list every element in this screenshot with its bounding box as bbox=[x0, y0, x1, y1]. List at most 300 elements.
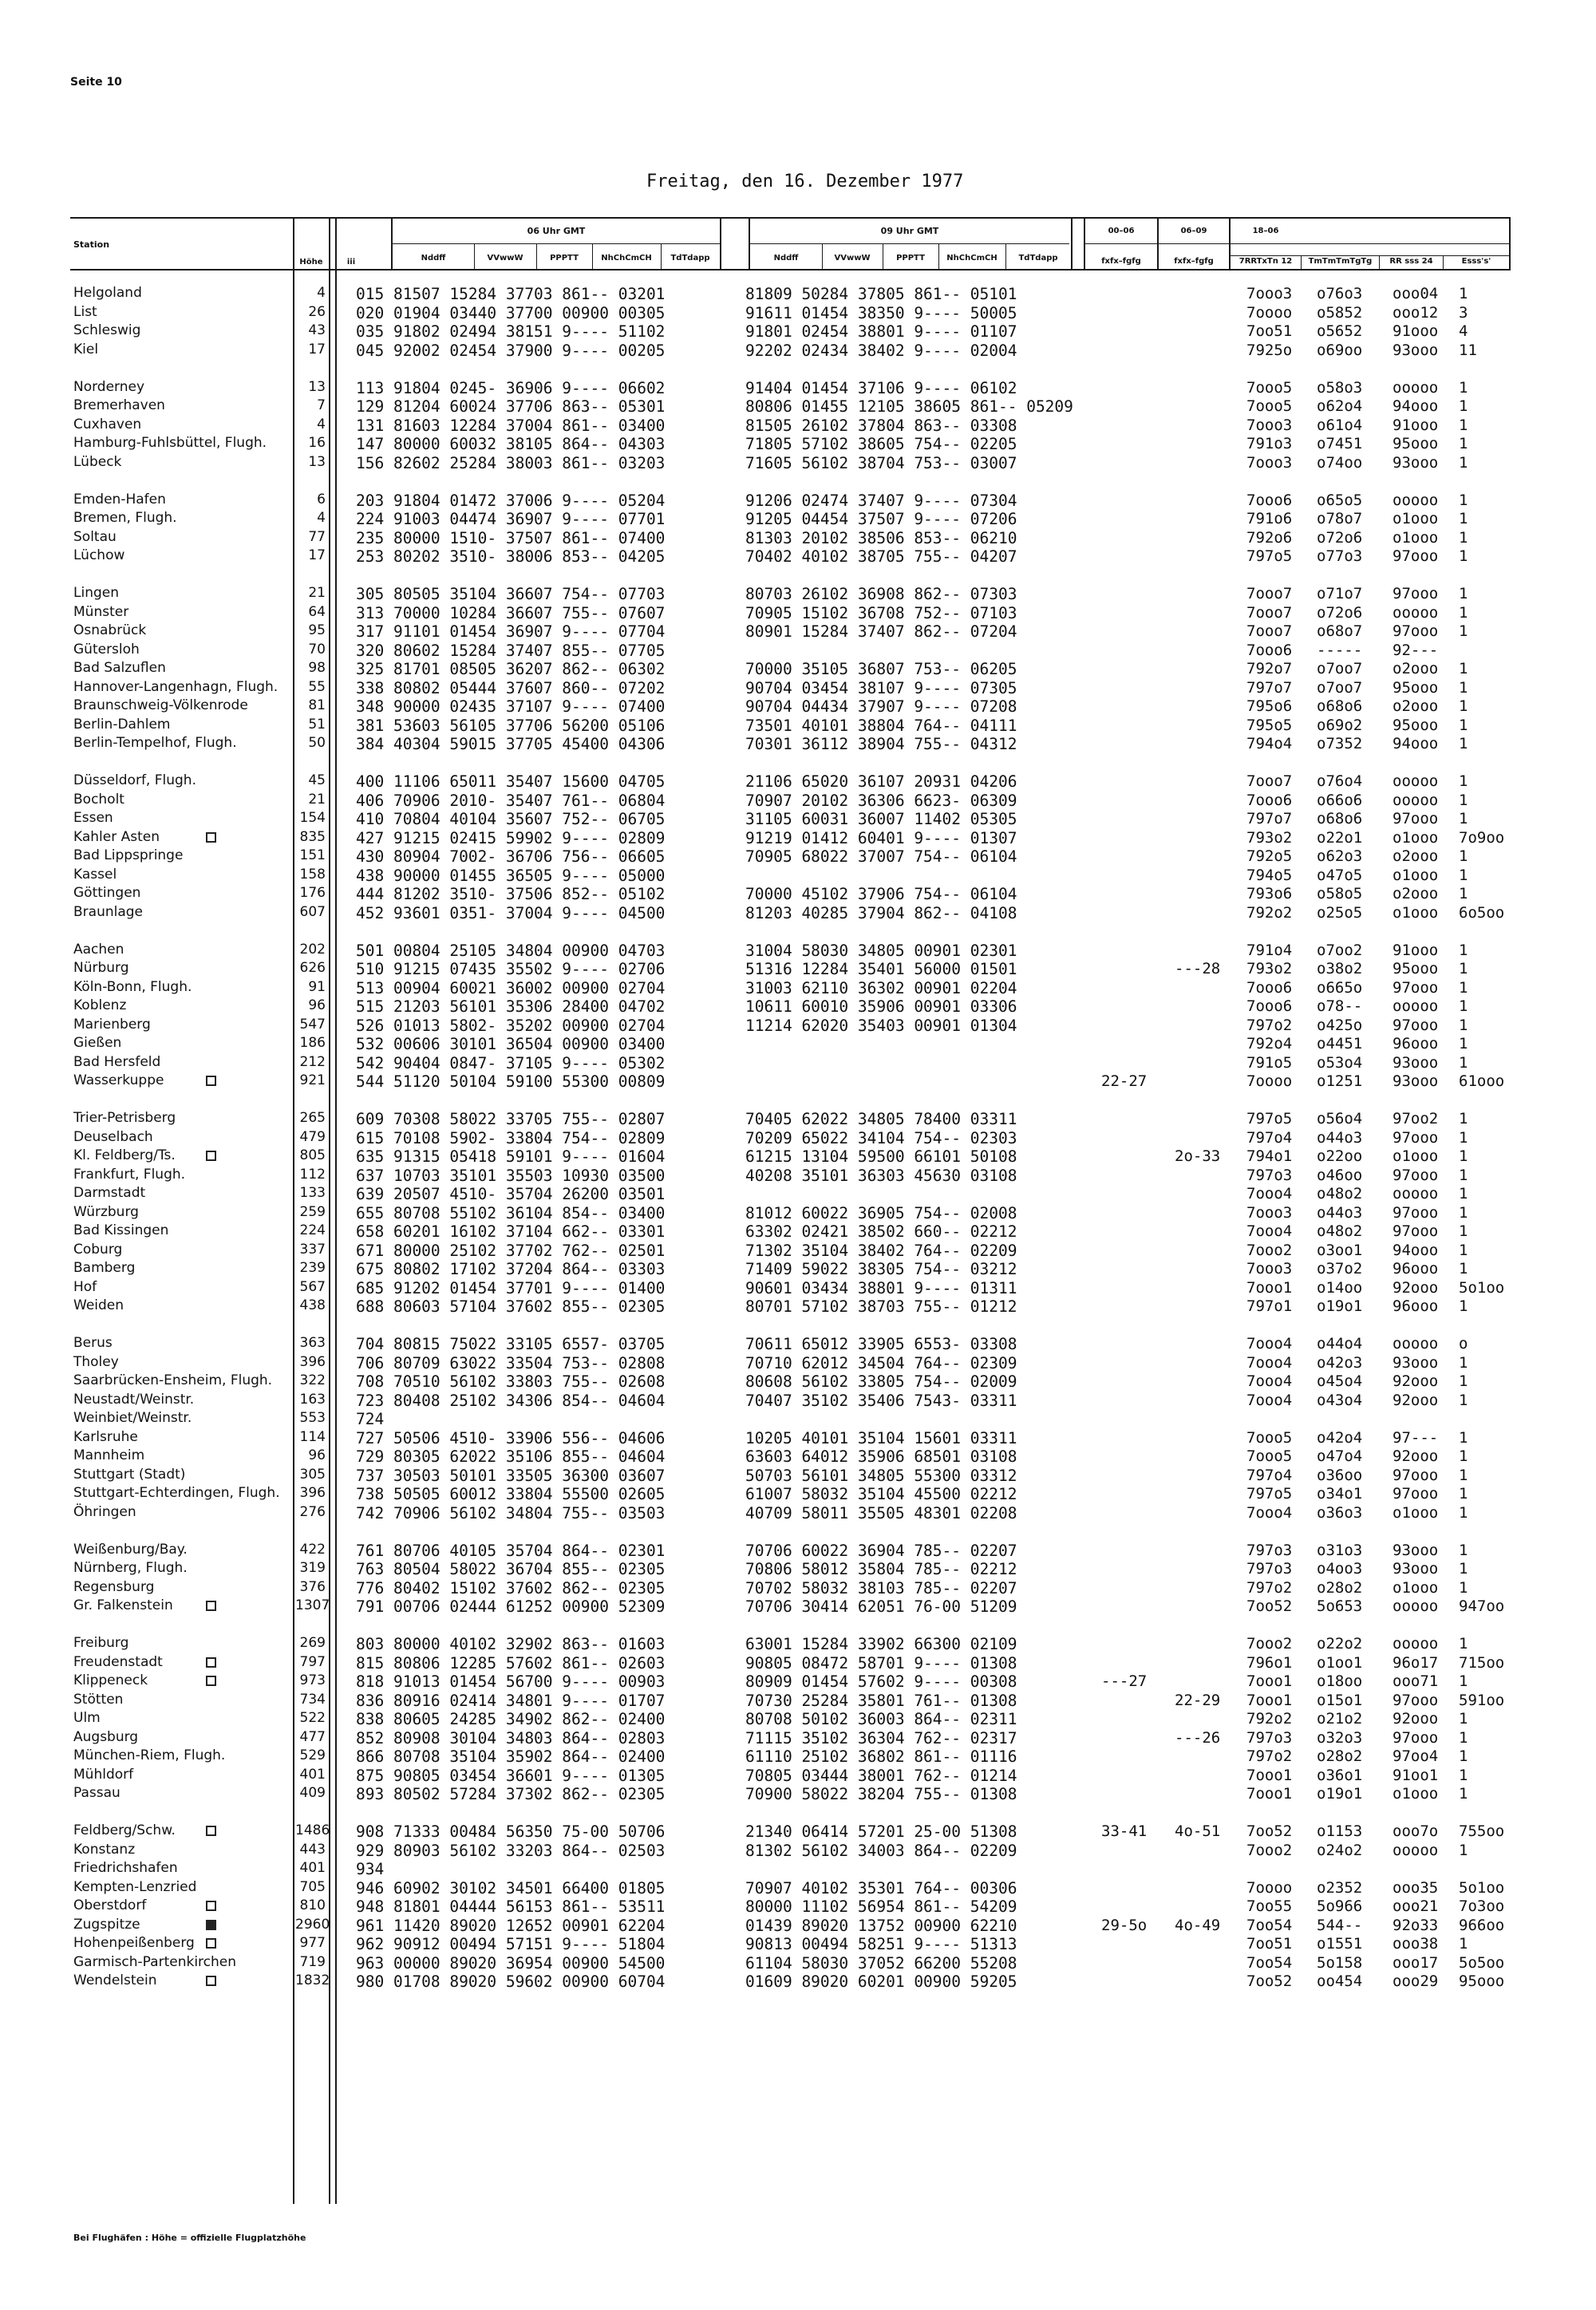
station-name: Kl. Feldberg/Ts. bbox=[73, 1147, 176, 1163]
temp-group-1: 797o7 bbox=[1246, 810, 1293, 827]
table-row bbox=[0, 867, 1596, 886]
station-height: 705 bbox=[299, 1878, 326, 1895]
precip-group: 92ooo bbox=[1393, 1447, 1439, 1465]
temp-group-1: 7ooo7 bbox=[1246, 622, 1293, 640]
obs-09-gmt: 61110 25102 36802 861-- 01116 bbox=[745, 1747, 1017, 1766]
snow-group: 1 bbox=[1459, 997, 1468, 1015]
obs-09-gmt: 70402 40102 38705 755-- 04207 bbox=[745, 547, 1017, 566]
station-name: Braunlage bbox=[73, 903, 144, 920]
temp-group-2: o47o5 bbox=[1317, 866, 1363, 884]
station-name: Kempten-Lenzried bbox=[73, 1878, 197, 1895]
station-name: Hof bbox=[73, 1278, 97, 1295]
temp-group-1: 797o4 bbox=[1246, 1128, 1293, 1147]
obs-06-gmt: 639 20507 4510- 35704 26200 03501 bbox=[356, 1185, 666, 1203]
precip-group: 92ooo bbox=[1393, 1391, 1439, 1409]
temp-group-2: o48o2 bbox=[1317, 1185, 1363, 1202]
station-name: München-Riem, Flugh. bbox=[73, 1747, 226, 1763]
station-height: 438 bbox=[299, 1297, 326, 1313]
temp-group-2: o22oo bbox=[1317, 1147, 1363, 1165]
temp-group-2: o7451 bbox=[1317, 435, 1363, 452]
snow-group: 95ooo bbox=[1459, 1972, 1505, 1990]
header-09-col: Nddff bbox=[773, 254, 799, 263]
snow-group: o bbox=[1459, 1335, 1468, 1352]
temp-group-1: 7oooo bbox=[1246, 1072, 1293, 1090]
temp-group-2: o44o4 bbox=[1317, 1335, 1363, 1352]
station-height: 133 bbox=[299, 1185, 326, 1201]
obs-06-gmt: 893 80502 57284 37302 862-- 02305 bbox=[356, 1785, 666, 1803]
station-height: 810 bbox=[299, 1897, 326, 1913]
station-name: Hohenpeißenberg bbox=[73, 1935, 195, 1951]
snow-group: 1 bbox=[1459, 528, 1468, 547]
table-row bbox=[0, 1672, 1596, 1692]
obs-06-gmt: 515 21203 56101 35306 28400 04702 bbox=[356, 997, 666, 1016]
obs-06-gmt: 875 90805 03454 36601 9---- 01305 bbox=[356, 1766, 666, 1785]
temp-group-2: 5o653 bbox=[1317, 1597, 1363, 1615]
obs-06-gmt: 635 91315 05418 59101 9---- 01604 bbox=[356, 1147, 666, 1166]
obs-09-gmt: 70405 62022 34805 78400 03311 bbox=[745, 1110, 1017, 1128]
table-row bbox=[0, 1954, 1596, 1973]
station-name: Köln-Bonn, Flugh. bbox=[73, 978, 192, 995]
obs-06-gmt: 963 00000 89020 36954 00900 54500 bbox=[356, 1953, 666, 1972]
gust-00-06: 22-27 bbox=[1101, 1072, 1148, 1090]
temp-group-1: 7ooo4 bbox=[1246, 1353, 1293, 1372]
temp-group-2: o18oo bbox=[1317, 1672, 1363, 1690]
precip-group: 92--- bbox=[1393, 641, 1439, 659]
temp-group-1: 792o5 bbox=[1246, 847, 1293, 865]
station-name: Konstanz bbox=[73, 1841, 136, 1858]
snow-group: 1 bbox=[1459, 1110, 1468, 1127]
table-row bbox=[0, 1579, 1596, 1598]
snow-group: 1 bbox=[1459, 1035, 1468, 1052]
temp-group-2: o7oo2 bbox=[1317, 941, 1363, 959]
temp-group-1: 7oo55 bbox=[1246, 1897, 1293, 1915]
temp-group-2: o19o1 bbox=[1317, 1785, 1363, 1803]
temp-group-2: o32o3 bbox=[1317, 1728, 1363, 1747]
table-row bbox=[0, 660, 1596, 679]
obs-06-gmt: 510 91215 07435 35502 9---- 02706 bbox=[356, 960, 666, 978]
temp-group-2: o62o3 bbox=[1317, 847, 1363, 865]
station-name: Bad Lippspringe bbox=[73, 847, 184, 863]
obs-06-gmt: 704 80815 75022 33105 6557- 03705 bbox=[356, 1335, 666, 1353]
group-spacer bbox=[0, 567, 1596, 586]
temp-group-1: 794o4 bbox=[1246, 735, 1293, 752]
temp-group-2: o425o bbox=[1317, 1016, 1363, 1034]
obs-06-gmt: 737 30503 50101 33505 36300 03607 bbox=[356, 1466, 666, 1485]
station-name: Berlin-Dahlem bbox=[73, 716, 171, 732]
temp-group-2: o7oo7 bbox=[1317, 678, 1363, 697]
station-height: 239 bbox=[299, 1260, 326, 1276]
table-row bbox=[0, 1410, 1596, 1429]
temp-group-2: 5o158 bbox=[1317, 1953, 1363, 1972]
precip-group: 97ooo bbox=[1393, 622, 1439, 640]
temp-group-2: o42o3 bbox=[1317, 1353, 1363, 1372]
station-name: Lüchow bbox=[73, 547, 125, 563]
temp-group-2: o68o6 bbox=[1317, 810, 1363, 827]
station-height: 13 bbox=[308, 378, 326, 395]
station-name: Augsburg bbox=[73, 1728, 139, 1745]
table-row bbox=[0, 1692, 1596, 1711]
snow-group: 1 bbox=[1459, 1485, 1468, 1502]
station-height: 212 bbox=[299, 1053, 326, 1070]
header-snow-col: Esss's' bbox=[1461, 257, 1491, 266]
temp-group-1: 797o5 bbox=[1246, 1485, 1293, 1502]
obs-09-gmt: 70805 03444 38001 762-- 01214 bbox=[745, 1766, 1017, 1785]
precip-group: o1ooo bbox=[1393, 1147, 1439, 1165]
temp-group-1: 7ooo2 bbox=[1246, 1841, 1293, 1859]
snow-group: 1 bbox=[1459, 866, 1468, 884]
station-name: Wendelstein bbox=[73, 1972, 157, 1988]
table-row bbox=[0, 1372, 1596, 1392]
temp-group-1: 797o5 bbox=[1246, 547, 1293, 565]
temp-group-1: 7ooo2 bbox=[1246, 1241, 1293, 1259]
station-name: Karlsruhe bbox=[73, 1428, 138, 1445]
table-row bbox=[0, 1204, 1596, 1223]
obs-06-gmt: 526 01013 5802- 35202 00900 02704 bbox=[356, 1016, 666, 1035]
precip-group: 92ooo bbox=[1393, 1278, 1439, 1297]
precip-group: o2ooo bbox=[1393, 847, 1439, 865]
temp-group-2: o68o6 bbox=[1317, 697, 1363, 715]
table-row bbox=[0, 1429, 1596, 1448]
precip-group: 97ooo bbox=[1393, 1485, 1439, 1502]
gust-00-06: ---27 bbox=[1101, 1672, 1148, 1690]
snow-group: 1 bbox=[1459, 735, 1468, 752]
temp-group-2: o66o6 bbox=[1317, 791, 1363, 809]
obs-06-gmt: 035 91802 02494 38151 9---- 51102 bbox=[356, 322, 666, 341]
table-row bbox=[0, 1654, 1596, 1673]
precip-group: o1ooo bbox=[1393, 1785, 1439, 1803]
temp-group-2: o2352 bbox=[1317, 1878, 1363, 1897]
header-06-col: TdTdapp bbox=[670, 254, 710, 263]
obs-09-gmt: 61007 58032 35104 45500 02212 bbox=[745, 1485, 1017, 1503]
station-height: 734 bbox=[299, 1691, 326, 1708]
table-row bbox=[0, 717, 1596, 736]
station-height: 4 bbox=[317, 416, 326, 432]
obs-09-gmt: 91206 02474 37407 9---- 07304 bbox=[745, 491, 1017, 510]
temp-group-2: o77o3 bbox=[1317, 547, 1363, 565]
precip-group: 91ooo bbox=[1393, 416, 1439, 434]
table-row bbox=[0, 454, 1596, 473]
snow-group: 1 bbox=[1459, 1635, 1468, 1653]
station-name: Frankfurt, Flugh. bbox=[73, 1166, 186, 1183]
obs-09-gmt: 71302 35104 38402 764-- 02209 bbox=[745, 1241, 1017, 1260]
snow-group: 1 bbox=[1459, 1372, 1468, 1390]
temp-group-1: 797o3 bbox=[1246, 1166, 1293, 1184]
table-row bbox=[0, 417, 1596, 436]
obs-06-gmt: 384 40304 59015 37705 45400 04306 bbox=[356, 735, 666, 753]
temp-group-2: o61o4 bbox=[1317, 416, 1363, 434]
snow-group: 1 bbox=[1459, 1935, 1468, 1953]
obs-06-gmt: 400 11106 65011 35407 15600 04705 bbox=[356, 772, 666, 791]
table-row bbox=[0, 1504, 1596, 1523]
station-height: 45 bbox=[308, 772, 326, 788]
station-height: 797 bbox=[299, 1653, 326, 1670]
obs-09-gmt: 91801 02454 38801 9---- 01107 bbox=[745, 322, 1017, 341]
obs-06-gmt: 410 70804 40104 35607 752-- 06705 bbox=[356, 810, 666, 828]
obs-06-gmt: 671 80000 25102 37702 762-- 02501 bbox=[356, 1241, 666, 1260]
temp-group-2: o48o2 bbox=[1317, 1222, 1363, 1240]
precip-group: 92ooo bbox=[1393, 1372, 1439, 1390]
station-height: 26 bbox=[308, 303, 326, 320]
obs-06-gmt: 803 80000 40102 32902 863-- 01603 bbox=[356, 1635, 666, 1653]
station-height: 176 bbox=[299, 885, 326, 901]
table-row bbox=[0, 1185, 1596, 1204]
temp-group-2: o24o2 bbox=[1317, 1841, 1363, 1859]
temp-group-2: ----- bbox=[1317, 641, 1363, 659]
station-height: 269 bbox=[299, 1635, 326, 1651]
table-row bbox=[0, 1560, 1596, 1579]
station-name: Lübeck bbox=[73, 453, 122, 470]
temp-group-1: 7ooo3 bbox=[1246, 453, 1293, 472]
mountain-station-marker-icon bbox=[206, 1151, 216, 1161]
obs-09-gmt: 63603 64012 35906 68501 03108 bbox=[745, 1447, 1017, 1466]
snow-group: 947oo bbox=[1459, 1597, 1505, 1615]
snow-group: 1 bbox=[1459, 453, 1468, 472]
table-row bbox=[0, 1335, 1596, 1354]
snow-group: 1 bbox=[1459, 1710, 1468, 1728]
obs-09-gmt: 70611 65012 33905 6553- 03308 bbox=[745, 1335, 1017, 1353]
obs-09-gmt: 70301 36112 38904 755-- 04312 bbox=[745, 735, 1017, 753]
station-height: 921 bbox=[299, 1072, 326, 1088]
table-row bbox=[0, 1297, 1596, 1317]
obs-06-gmt: 637 10703 35101 35503 10930 03500 bbox=[356, 1166, 666, 1185]
snow-group: 1 bbox=[1459, 435, 1468, 452]
station-name: Gr. Falkenstein bbox=[73, 1597, 173, 1613]
station-name: Nürnberg, Flugh. bbox=[73, 1560, 188, 1576]
obs-06-gmt: 908 71333 00484 56350 75-00 50706 bbox=[356, 1822, 666, 1841]
group-spacer bbox=[0, 1617, 1596, 1636]
station-name: Düsseldorf, Flugh. bbox=[73, 772, 196, 788]
temp-group-2: o3oo1 bbox=[1317, 1241, 1363, 1259]
obs-09-gmt: 73501 40101 38804 764-- 04111 bbox=[745, 716, 1017, 735]
table-row bbox=[0, 1110, 1596, 1129]
snow-group: 1 bbox=[1459, 1466, 1468, 1484]
station-name: Aachen bbox=[73, 941, 124, 958]
snow-group: 755oo bbox=[1459, 1822, 1505, 1840]
obs-06-gmt: 320 80602 15284 37407 855-- 07705 bbox=[356, 641, 666, 660]
header-group-06-09: 06–09 bbox=[1180, 227, 1207, 235]
temp-group-2: o44o3 bbox=[1317, 1128, 1363, 1147]
station-height: 401 bbox=[299, 1860, 326, 1876]
snow-group: 1 bbox=[1459, 397, 1468, 415]
obs-09-gmt: 63302 02421 38502 660-- 02212 bbox=[745, 1222, 1017, 1241]
snow-group: 1 bbox=[1459, 941, 1468, 959]
group-spacer bbox=[0, 1317, 1596, 1336]
obs-06-gmt: 444 81202 3510- 37506 852-- 05102 bbox=[356, 885, 666, 903]
header-06-col: VVwwW bbox=[487, 254, 523, 263]
table-row bbox=[0, 1035, 1596, 1054]
station-height: 6 bbox=[317, 491, 326, 507]
temp-group-2: o58o3 bbox=[1317, 378, 1363, 397]
temp-group-1: 7ooo6 bbox=[1246, 997, 1293, 1015]
table-row bbox=[0, 904, 1596, 923]
temp-group-1: 792o2 bbox=[1246, 1710, 1293, 1728]
temp-group-2: o22o1 bbox=[1317, 828, 1363, 847]
temp-group-1: 7ooo5 bbox=[1246, 378, 1293, 397]
precip-group: ooo7o bbox=[1393, 1822, 1439, 1840]
station-name: Regensburg bbox=[73, 1578, 155, 1595]
group-spacer bbox=[0, 360, 1596, 379]
station-name: Darmstadt bbox=[73, 1185, 146, 1201]
precip-group: ooooo bbox=[1393, 997, 1439, 1015]
temp-group-2: o69oo bbox=[1317, 341, 1363, 359]
precip-group: 97ooo bbox=[1393, 1128, 1439, 1147]
temp-group-1: 7oo51 bbox=[1246, 322, 1293, 340]
station-height: 401 bbox=[299, 1766, 326, 1783]
table-row bbox=[0, 585, 1596, 604]
group-spacer bbox=[0, 1092, 1596, 1111]
station-height: 13 bbox=[308, 453, 326, 470]
temp-group-1: 796o1 bbox=[1246, 1653, 1293, 1672]
precip-group: ooo04 bbox=[1393, 285, 1439, 302]
gust-06-09: 4o-51 bbox=[1175, 1822, 1221, 1840]
snow-group: 5o5oo bbox=[1459, 1953, 1505, 1972]
snow-group: 1 bbox=[1459, 510, 1468, 527]
snow-group: 1 bbox=[1459, 603, 1468, 622]
temp-group-1: 7ooo6 bbox=[1246, 641, 1293, 659]
temp-group-1: 797o3 bbox=[1246, 1541, 1293, 1559]
station-name: Bocholt bbox=[73, 791, 124, 808]
obs-06-gmt: 776 80402 15102 37602 862-- 02305 bbox=[356, 1578, 666, 1597]
obs-09-gmt: 63001 15284 33902 66300 02109 bbox=[745, 1635, 1017, 1653]
table-row bbox=[0, 1897, 1596, 1917]
obs-06-gmt: 980 01708 89020 59602 00900 60704 bbox=[356, 1972, 666, 1991]
station-height: 479 bbox=[299, 1128, 326, 1145]
station-name: Feldberg/Schw. bbox=[73, 1822, 176, 1838]
station-name: Berlin-Tempelhof, Flugh. bbox=[73, 735, 237, 751]
group-spacer bbox=[0, 1804, 1596, 1823]
obs-09-gmt: 90704 03454 38107 9---- 07305 bbox=[745, 678, 1017, 697]
obs-09-gmt: 51316 12284 35401 56000 01501 bbox=[745, 960, 1017, 978]
station-height: 21 bbox=[308, 791, 326, 808]
obs-06-gmt: 655 80708 55102 36104 854-- 03400 bbox=[356, 1203, 666, 1222]
obs-09-gmt: 81203 40285 37904 862-- 04108 bbox=[745, 903, 1017, 922]
station-name: Garmisch-Partenkirchen bbox=[73, 1953, 237, 1970]
obs-09-gmt: 80000 11102 56954 861-- 54209 bbox=[745, 1897, 1017, 1916]
snow-group: 1 bbox=[1459, 960, 1468, 977]
station-name: Coburg bbox=[73, 1241, 123, 1258]
obs-06-gmt: 513 00904 60021 36002 00900 02704 bbox=[356, 978, 666, 997]
station-height: 64 bbox=[308, 603, 326, 620]
precip-group: 92ooo bbox=[1393, 1710, 1439, 1728]
temp-group-1: 792o2 bbox=[1246, 903, 1293, 922]
station-name: Öhringen bbox=[73, 1503, 136, 1520]
table-row bbox=[0, 1635, 1596, 1654]
station-name: Lingen bbox=[73, 585, 119, 601]
snow-group: 1 bbox=[1459, 847, 1468, 865]
station-name: Bad Kissingen bbox=[73, 1222, 169, 1238]
precip-group: o1ooo bbox=[1393, 828, 1439, 847]
station-height: 55 bbox=[308, 678, 326, 695]
station-height: 96 bbox=[308, 1447, 326, 1463]
temp-group-2: o4oo3 bbox=[1317, 1560, 1363, 1578]
temp-group-2: o44o3 bbox=[1317, 1203, 1363, 1222]
station-name: Stötten bbox=[73, 1691, 124, 1708]
snow-group: 1 bbox=[1459, 885, 1468, 902]
obs-06-gmt: 147 80000 60032 38105 864-- 04303 bbox=[356, 435, 666, 453]
temp-group-1: 791o3 bbox=[1246, 435, 1293, 452]
station-name: Trier-Petrisberg bbox=[73, 1110, 176, 1126]
gust-06-09: ---26 bbox=[1175, 1728, 1221, 1747]
station-name: Bad Salzuflen bbox=[73, 660, 166, 676]
station-name: Marienberg bbox=[73, 1016, 151, 1033]
obs-09-gmt: 10611 60010 35906 00901 03306 bbox=[745, 997, 1017, 1016]
temp-group-1: 7ooo3 bbox=[1246, 416, 1293, 434]
table-row bbox=[0, 1392, 1596, 1411]
precip-group: ooooo bbox=[1393, 1335, 1439, 1352]
obs-09-gmt: 10205 40101 35104 15601 03311 bbox=[745, 1428, 1017, 1447]
temp-group-2: o5652 bbox=[1317, 322, 1363, 340]
precip-group: 93ooo bbox=[1393, 1353, 1439, 1372]
station-height: 95 bbox=[308, 622, 326, 638]
precip-group: 95ooo bbox=[1393, 678, 1439, 697]
station-height: 363 bbox=[299, 1335, 326, 1351]
precip-group: ooo71 bbox=[1393, 1672, 1439, 1690]
station-height: 553 bbox=[299, 1410, 326, 1426]
table-row bbox=[0, 1242, 1596, 1261]
obs-06-gmt: 430 80904 7002- 36706 756-- 06605 bbox=[356, 847, 666, 866]
table-row bbox=[0, 1485, 1596, 1504]
station-name: Nürburg bbox=[73, 960, 129, 976]
precip-group: 97ooo bbox=[1393, 547, 1439, 565]
snow-group: 1 bbox=[1459, 1428, 1468, 1447]
temp-group-1: 7ooo1 bbox=[1246, 1766, 1293, 1784]
station-name: Bremen, Flugh. bbox=[73, 510, 177, 526]
obs-09-gmt: 40208 35101 36303 45630 03108 bbox=[745, 1166, 1017, 1185]
table-row bbox=[0, 1860, 1596, 1879]
temp-group-2: o36o3 bbox=[1317, 1503, 1363, 1522]
temp-group-1: 797o2 bbox=[1246, 1747, 1293, 1765]
obs-09-gmt: 70806 58012 35804 785-- 02212 bbox=[745, 1560, 1017, 1578]
header-rain-col: RR sss 24 bbox=[1389, 257, 1433, 266]
obs-06-gmt: 934 bbox=[356, 1860, 385, 1878]
snow-group: 1 bbox=[1459, 1260, 1468, 1277]
obs-06-gmt: 866 80708 35104 35902 864-- 02400 bbox=[356, 1747, 666, 1766]
obs-06-gmt: 948 81801 04444 56153 861-- 53511 bbox=[356, 1897, 666, 1916]
obs-06-gmt: 615 70108 5902- 33804 754-- 02809 bbox=[356, 1128, 666, 1147]
temp-group-1: 7oo52 bbox=[1246, 1597, 1293, 1615]
obs-09-gmt: 21340 06414 57201 25-00 51308 bbox=[745, 1822, 1017, 1841]
obs-09-gmt: 31003 62110 36302 00901 02204 bbox=[745, 978, 1017, 997]
snow-group: 1 bbox=[1459, 1185, 1468, 1202]
obs-06-gmt: 542 90404 0847- 37105 9---- 05302 bbox=[356, 1053, 666, 1072]
temp-group-2: o76o4 bbox=[1317, 772, 1363, 790]
temp-group-2: o71o7 bbox=[1317, 585, 1363, 602]
station-name: Neustadt/Weinstr. bbox=[73, 1391, 195, 1408]
table-row bbox=[0, 1917, 1596, 1936]
obs-09-gmt: 21106 65020 36107 20931 04206 bbox=[745, 772, 1017, 791]
snow-group: 1 bbox=[1459, 1203, 1468, 1222]
obs-06-gmt: 723 80408 25102 34306 854-- 04604 bbox=[356, 1391, 666, 1410]
temp-group-2: o62o4 bbox=[1317, 397, 1363, 415]
snow-group: 1 bbox=[1459, 1672, 1468, 1690]
table-row bbox=[0, 642, 1596, 661]
station-name: Hamburg-Fuhlsbüttel, Flugh. bbox=[73, 435, 267, 451]
station-name: Cuxhaven bbox=[73, 416, 142, 432]
snow-group: 1 bbox=[1459, 1447, 1468, 1465]
temp-group-2: o37o2 bbox=[1317, 1260, 1363, 1277]
precip-group: 95ooo bbox=[1393, 960, 1439, 977]
snow-group: 966oo bbox=[1459, 1916, 1505, 1934]
snow-group: 1 bbox=[1459, 416, 1468, 434]
station-height: 376 bbox=[299, 1578, 326, 1595]
header-hoehe: Höhe bbox=[299, 258, 323, 267]
table-row bbox=[0, 979, 1596, 998]
temp-group-1: 791o6 bbox=[1246, 510, 1293, 527]
temp-group-2: o72o6 bbox=[1317, 603, 1363, 622]
snow-group: 11 bbox=[1459, 341, 1477, 359]
station-height: 529 bbox=[299, 1747, 326, 1763]
temp-group-2: o76o3 bbox=[1317, 285, 1363, 302]
